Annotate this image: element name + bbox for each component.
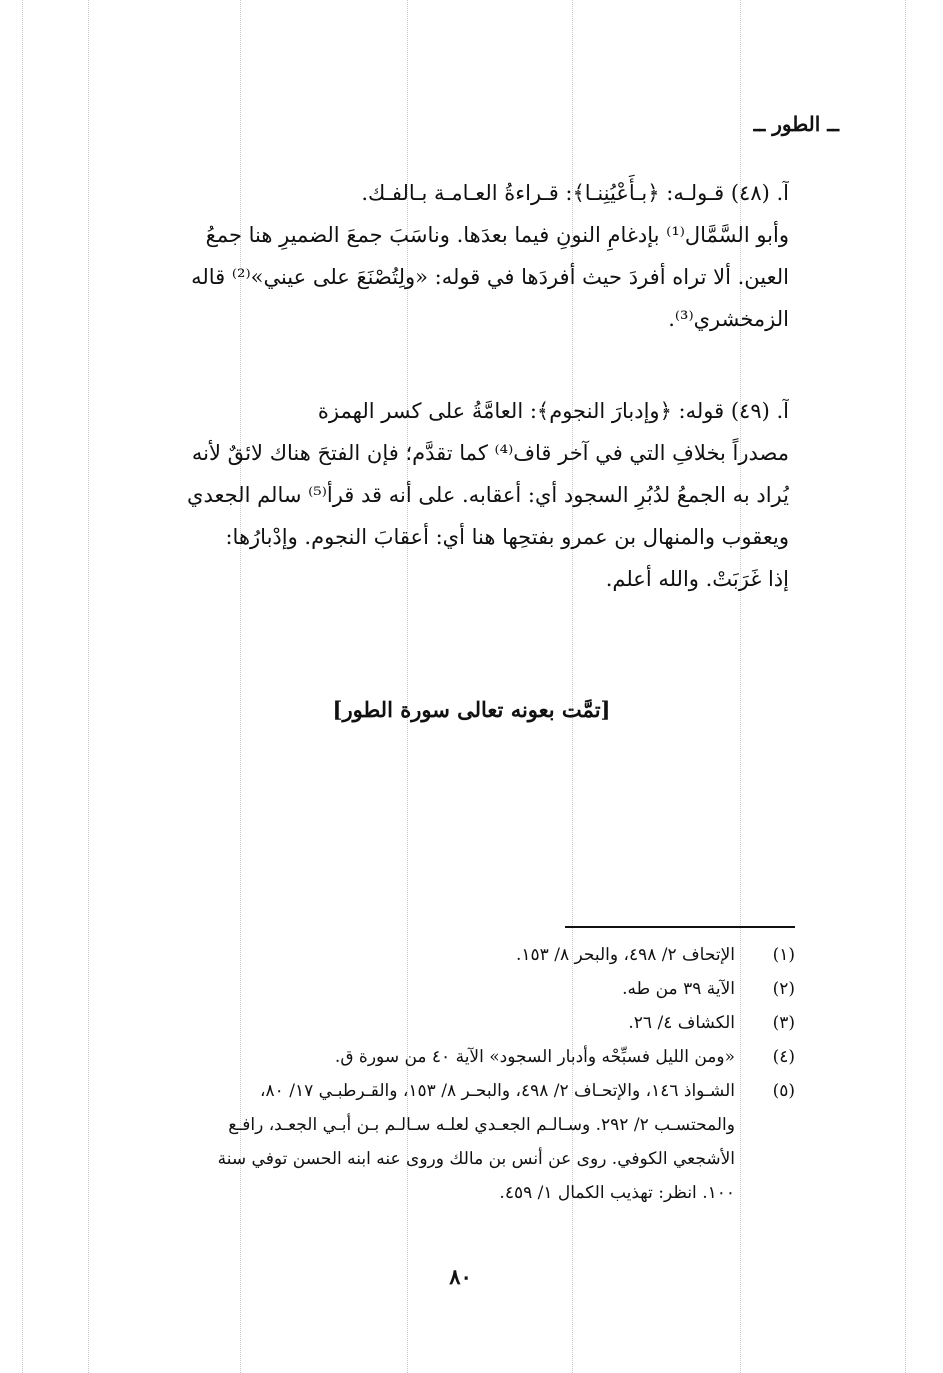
text-line: آ. (٤٨) قـولـه: ﴿بـأَعْيُنِنـا﴾: قـراءةُ العـامـة بـالفـك.	[361, 181, 789, 205]
page-number-text: ٨٠	[449, 1264, 472, 1289]
footnote-number: (٥)	[772, 1081, 795, 1101]
footnotes	[95, 938, 795, 1210]
footnote-number: (١)	[772, 945, 795, 965]
footnote-text: والمحتسـب ٢/ ٢٩٢. وسـالـم الجعـدي لعلـه سـالـم بـن أبـي الجعـد، رافـع	[228, 1115, 735, 1135]
text-line: مصدراً بخلافِ التي في آخر قاف⁽⁴⁾ كما تقدَّم؛ فإن الفتحَ هناك لائقٌ لأنه	[191, 441, 789, 465]
footnote-text: الشـواذ ١٤٦، والإتحـاف ٢/ ٤٩٨، والبحـر ٨/ ١٥٣، والقـرطبـي ١٧/ ٨٠،	[260, 1081, 735, 1101]
text-line: العين. ألا تراه أفردَ حيث أفردَها في قوله: «ولِتُصْنَعَ على عيني»⁽²⁾ قاله	[191, 265, 789, 289]
text-line: ويعقوب والمنهال بن عمرو بفتحِها هنا أي: أعقابَ النجوم. وإدْبارُها:	[225, 525, 789, 549]
closing-text: [تمَّت بعونه تعالى سورة الطور]	[332, 697, 611, 722]
footnote	[95, 1006, 795, 1040]
footnote	[95, 972, 795, 1006]
footnote-number: (٢)	[772, 979, 795, 999]
footnote-number: (٤)	[772, 1047, 795, 1067]
text-line: وأبو السَّمَّال⁽¹⁾ بإدغامِ النونِ فيما بعدَها. وناسَبَ جمعَ الضميرِ هنا جمعُ	[205, 223, 789, 247]
footnote-text: الإتحاف ٢/ ٤٩٨، والبحر ٨/ ١٥٣.	[515, 945, 735, 965]
footnote-text: ١٠٠. انظر: تهذيب الكمال ١/ ٤٥٩.	[499, 1183, 735, 1203]
text-line: آ. (٤٩) قوله: ﴿وإدبارَ النجوم﴾: العامَّةُ على كسر الهمزة	[317, 399, 789, 423]
footnote-text: «ومن الليل فسبِّحْه وأدبار السجود» الآية ٤٠ من سورة ق.	[334, 1047, 735, 1067]
footnote	[95, 938, 795, 972]
footnote	[95, 1040, 795, 1074]
text-line: الزمخشري⁽³⁾.	[668, 307, 789, 331]
running-header: ــ الطور ــ	[753, 112, 839, 136]
footnote-separator	[565, 926, 795, 928]
text-line: إذا غَرَبَتْ. والله أعلم.	[605, 567, 789, 591]
paragraph-49	[153, 390, 789, 600]
footnote	[95, 1074, 795, 1210]
text-line: يُراد به الجمعُ لدُبُرِ السجود أي: أعقابه. على أنه قد قرأ⁽⁵⁾ سالم الجعدي	[187, 483, 789, 507]
surah-closing-note	[0, 697, 943, 722]
scan-guide-line	[905, 0, 906, 1373]
footnote-text: الأشجعي الكوفي. روى عن أنس بن مالك وروى عنه ابنه الحسن توفي سنة	[217, 1149, 735, 1169]
scan-guide-line	[22, 0, 23, 1373]
paragraph-48	[153, 172, 789, 340]
footnote-number: (٣)	[772, 1013, 795, 1033]
page-number	[0, 1264, 943, 1289]
footnote-text: الآية ٣٩ من طه.	[622, 979, 735, 999]
scan-guide-line	[88, 0, 89, 1373]
footnote-text: الكشاف ٤/ ٢٦.	[628, 1013, 735, 1033]
